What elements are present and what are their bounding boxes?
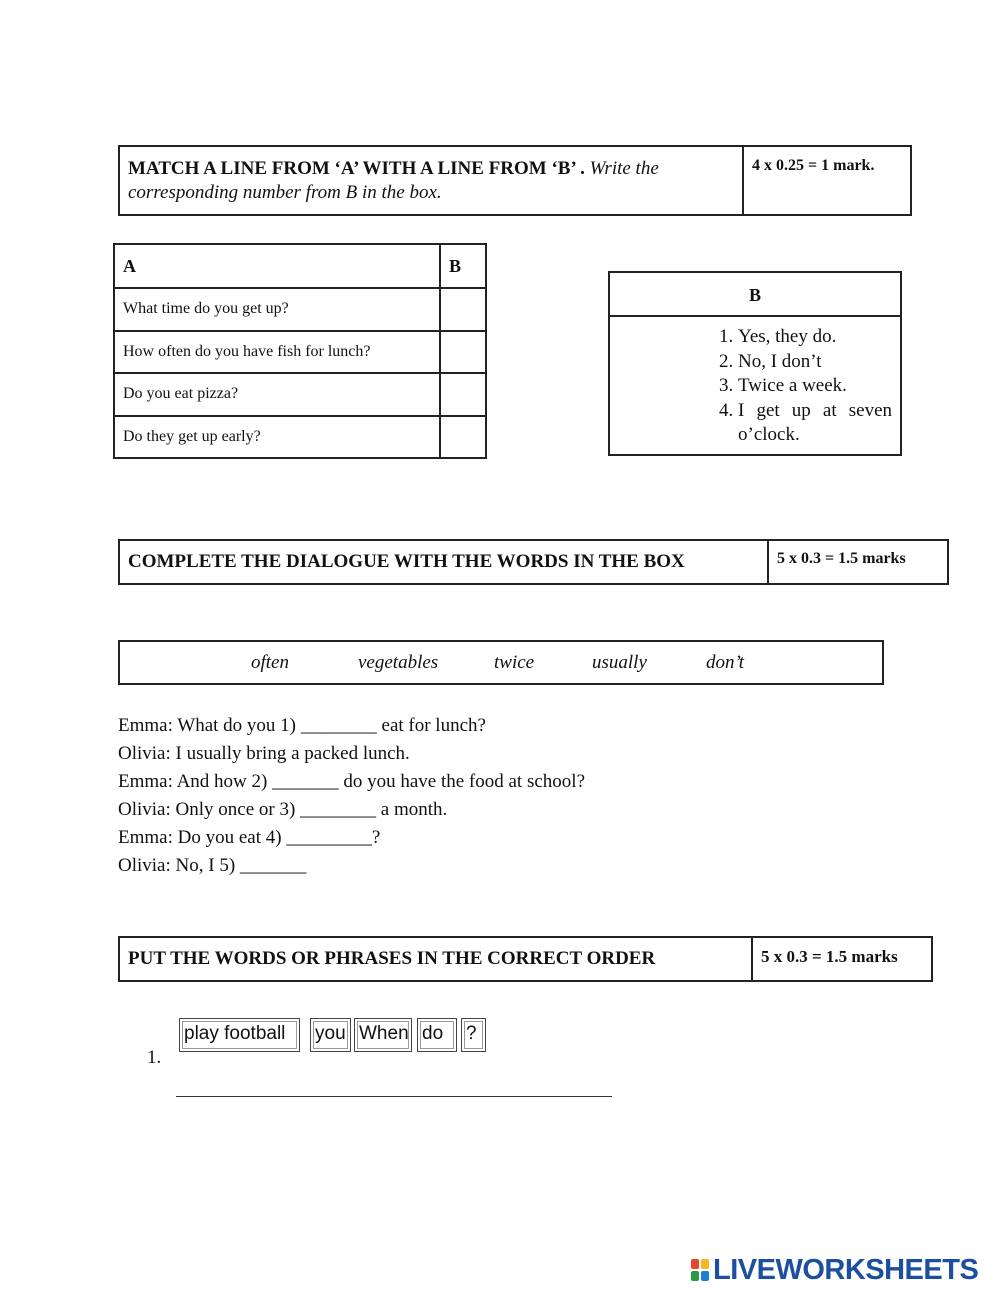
word-box <box>118 640 884 685</box>
table-row <box>114 288 486 331</box>
answer-box[interactable] <box>440 331 486 374</box>
answers-b-box <box>608 271 902 456</box>
answer-box[interactable] <box>440 373 486 416</box>
match-table <box>113 243 487 459</box>
section1-header <box>118 145 912 216</box>
section2-marks: 5 x 0.3 = 1.5 marks <box>777 550 906 567</box>
dialogue-line: Olivia: I usually bring a packed lunch. <box>118 743 410 764</box>
section1-subtitle: Write the corresponding number from B in the box. <box>128 158 659 203</box>
section3-header <box>118 936 933 982</box>
dialogue-line: Emma: What do you 1) ________ eat for lunch? <box>118 715 486 736</box>
list-item: 3. Twice a week. <box>738 374 892 399</box>
section3-marks: 5 x 0.3 = 1.5 marks <box>761 947 898 966</box>
word-tile-play-football[interactable]: play football <box>179 1018 300 1052</box>
question-text: How often do you have fish for lunch? <box>114 331 440 374</box>
logo-text: LIVEWORKSHEETS <box>713 1253 979 1286</box>
logo-square <box>691 1271 699 1281</box>
table-row <box>114 331 486 374</box>
list-item: 1. Yes, they do. <box>738 325 892 350</box>
liveworksheets-logo <box>690 1254 978 1286</box>
question-text: Do they get up early? <box>114 416 440 459</box>
match-table-header <box>114 244 486 288</box>
word-tile-you[interactable]: you <box>310 1018 351 1052</box>
section1-title: MATCH A LINE FROM ‘A’ WITH A LINE FROM ‘B’ . <box>128 158 585 179</box>
answer-line[interactable] <box>176 1096 612 1097</box>
word-twice: twice <box>494 652 535 673</box>
word-often: often <box>251 652 289 673</box>
dialogue-line: Olivia: No, I 5) _______ <box>118 855 307 876</box>
answer-box[interactable] <box>440 288 486 331</box>
word-dont: don’t <box>706 652 744 673</box>
section2-header <box>118 539 949 585</box>
section1-marks: 4 x 0.25 = 1 mark. <box>752 157 875 174</box>
logo-square <box>701 1271 709 1281</box>
logo-square <box>691 1259 699 1269</box>
column-b-header: B <box>440 244 486 288</box>
dialogue-line: Emma: And how 2) _______ do you have the food at school? <box>118 771 586 792</box>
word-tile-when[interactable]: When <box>354 1018 412 1052</box>
section1-instruction <box>120 147 744 214</box>
answer-box[interactable] <box>440 416 486 459</box>
word-tile-question-mark[interactable]: ? <box>461 1018 486 1052</box>
answers-b-title: B <box>610 273 900 317</box>
column-a-header: A <box>114 244 440 288</box>
table-row <box>114 373 486 416</box>
table-row <box>114 416 486 459</box>
list-item: 4. I get up at seven o’clock. <box>738 399 892 448</box>
dialogue-line: Emma: Do you eat 4) _________? <box>118 827 381 848</box>
section3-title: PUT THE WORDS OR PHRASES IN THE CORRECT ORDER <box>120 938 753 980</box>
logo-square <box>701 1259 709 1269</box>
dialogue-line: Olivia: Only once or 3) ________ a month. <box>118 799 448 820</box>
section2-title: COMPLETE THE DIALOGUE WITH THE WORDS IN THE BOX <box>120 541 769 583</box>
word-tile-do[interactable]: do <box>417 1018 457 1052</box>
word-vegetables: vegetables <box>358 652 439 673</box>
dialogue <box>118 712 585 880</box>
answers-b-list <box>610 325 892 448</box>
word-usually: usually <box>592 652 647 673</box>
logo-icon <box>690 1258 710 1282</box>
question-text: Do you eat pizza? <box>114 373 440 416</box>
question-number: 1. <box>147 1047 162 1068</box>
question-text: What time do you get up? <box>114 288 440 331</box>
list-item: 2. No, I don’t <box>738 350 892 375</box>
